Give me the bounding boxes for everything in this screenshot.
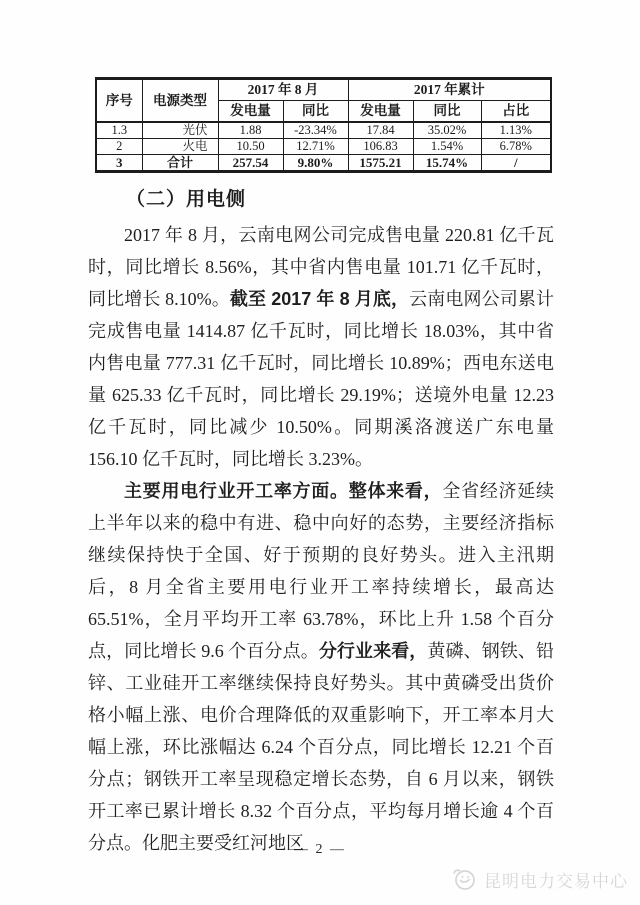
col-header-seq: 序号 [96,79,142,123]
table-header [96,79,551,123]
body-text: 全省经济延续上半年以来的稳中有进、稳中向好的态势，主要经济指标继续保持快于全国、好于预期的良好势头。进入主汛期后，8 月全省主要用电行业开工率持续增长，最高达 65.51%，全月平均开工率 63.78%，环比上升 1.58 个百分点，同比增长 9.6 个百分点。 [88,481,555,661]
emphasis-text: 主要用电行业开工率方面。整体来看， [124,481,443,501]
table-cell: 3 [96,155,142,172]
table-cell: / [481,155,551,172]
section-heading: （二）用电侧 [126,189,247,210]
table-cell: 1.88 [218,122,283,139]
col-group-cumulative: 2017 年累计 [348,79,551,101]
footer-watermark [451,866,628,892]
table-cell: 6.78% [481,139,551,155]
table-cell: 15.74% [413,155,481,172]
table-row [96,139,551,155]
table-cell: 12.71% [283,139,348,155]
table-cell: 光伏 [142,122,218,139]
table-body [96,122,551,172]
table-cell: 106.83 [348,139,413,155]
emphasis-text: 截至 2017 年 8 月底， [229,289,410,309]
table-row [96,122,551,139]
subheader-cell: 同比 [413,101,481,123]
body-text: 黄磷、钢铁、铅锌、工业硅开工率继续保持良好势头。其中黄磷受出货价格小幅上涨、电价合理降低的双重影响下，开工率本月大幅上涨，环比涨幅达 6.24 个百分点，同比增长 12.21 个百分点；钢铁开工率呈现稳定增长态势，自 6 月以来，钢铁开工率已累计增长 8.32 个百分点，平均每月增长逾 4 个百分点。化肥主要受红河地区 [88,641,555,853]
table-cell: 9.80% [283,155,348,172]
table-cell: 合计 [142,155,218,172]
table-cell: 1.13% [481,122,551,139]
paragraph [88,219,554,475]
paragraph [88,475,554,859]
col-header-type: 电源类型 [142,79,218,123]
table-cell: 1.3 [96,122,142,139]
table-cell: 1575.21 [348,155,413,172]
table-header-row [96,79,551,101]
table-cell: 1.54% [413,139,481,155]
body-text: 云南电网公司累计完成售电量 1414.87 亿千瓦时，同比增长 18.03%，其中省内售电量 777.31 亿千瓦时，同比增长 10.89%；西电东送电量 625.33 亿千瓦时，同比增长 29.19%；送境外电量 12.23 亿千瓦时，同比减少 10.50%。同期溪洛渡送广东电量 156.10 亿千瓦时，同比增长 3.23%。 [88,289,554,469]
body-paragraphs [88,219,554,859]
table-cell: 257.54 [218,155,283,172]
table-cell: 35.02% [413,122,481,139]
col-group-august: 2017 年 8 月 [218,79,348,101]
table-cell: 10.50 [218,139,283,155]
emphasis-text: 分行业来看， [318,641,428,661]
subheader-cell: 占比 [481,101,551,123]
table-cell: 火电 [142,139,218,155]
table-cell: 2 [96,139,142,155]
power-generation-table [95,77,552,173]
subheader-cell: 发电量 [348,101,413,123]
table-cell: 17.84 [348,122,413,139]
brand-logo-icon [451,866,477,892]
body-text: 2017 年 8 月，云南电网公司完成售电量 220.81 亿千瓦时，同比增长 8.56%，其中省内售电量 101.71 亿千瓦时，同比增长 8.10%。 [88,225,554,309]
subheader-cell: 发电量 [218,101,283,123]
subheader-cell: 同比 [283,101,348,123]
table-cell: -23.34% [283,122,348,139]
page-number: — 2 — [294,842,346,857]
watermark-text: 昆明电力交易中心 [484,871,628,891]
table-row [96,155,551,172]
